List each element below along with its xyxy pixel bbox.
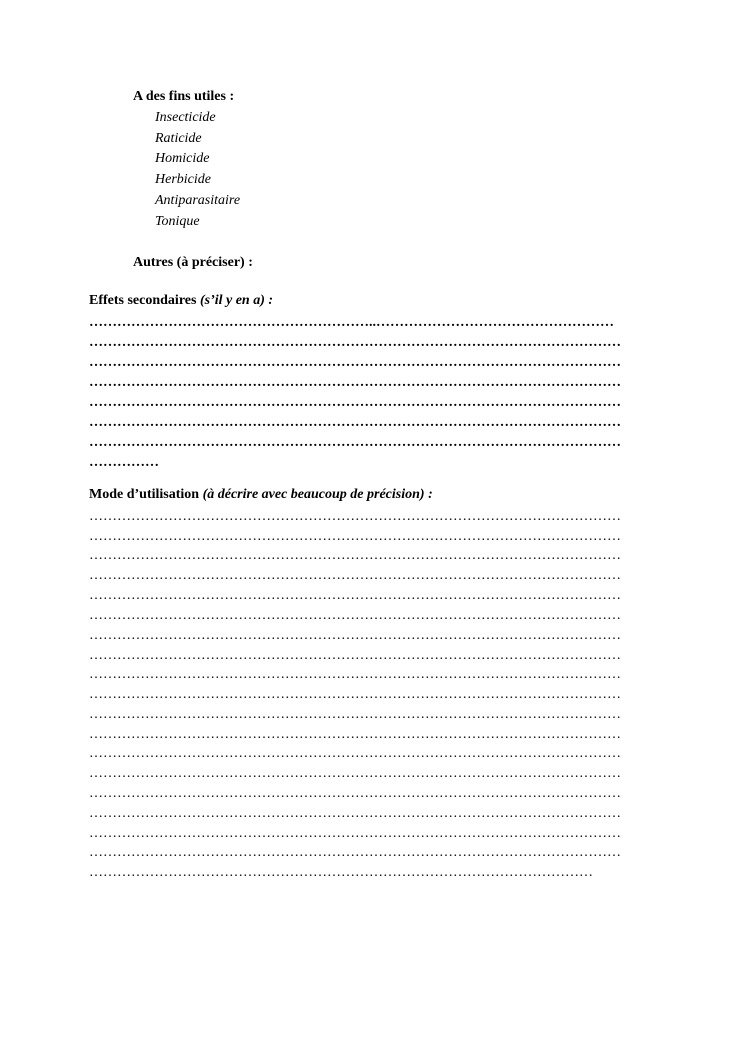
usage-line[interactable]: …………………………………………………………………………………………………… [89, 707, 621, 722]
usage-line[interactable]: …………………………………………………………………………………………………… [89, 667, 621, 682]
side-effects-line[interactable]: …………………………………………………………………………………………………… [89, 335, 621, 350]
usage-line[interactable]: ……………………………………………………………………………………………… [89, 865, 593, 880]
side-effects-line[interactable]: …………………………………………………………………………………………………… [89, 395, 621, 410]
usage-line[interactable]: …………………………………………………………………………………………………… [89, 845, 621, 860]
side-effects-line[interactable]: …………………………………………………………………………………………………… [89, 415, 621, 430]
useful-purposes-heading: A des fins utiles : [133, 89, 235, 104]
usage-line[interactable]: …………………………………………………………………………………………………… [89, 727, 621, 742]
side-effects-line[interactable]: …………………………………………………………………………………………………… [89, 435, 621, 450]
option-homicide: Homicide [155, 151, 210, 166]
usage-line[interactable]: …………………………………………………………………………………………………… [89, 806, 621, 821]
usage-line[interactable]: …………………………………………………………………………………………………… [89, 746, 621, 761]
usage-line[interactable]: …………………………………………………………………………………………………… [89, 568, 621, 583]
usage-line[interactable]: …………………………………………………………………………………………………… [89, 509, 621, 524]
side-effects-line[interactable]: …………………………………………………………………………………………………… [89, 355, 621, 370]
usage-line[interactable]: …………………………………………………………………………………………………… [89, 608, 621, 623]
option-raticide: Raticide [155, 131, 202, 146]
option-insecticide: Insecticide [155, 110, 216, 125]
side-effects-line[interactable]: …………… [89, 455, 159, 470]
option-herbicide: Herbicide [155, 172, 211, 187]
usage-mode-heading [89, 487, 433, 503]
option-antiparasitaire: Antiparasitaire [155, 193, 241, 208]
usage-line[interactable]: …………………………………………………………………………………………………… [89, 648, 621, 663]
usage-mode-note: (à décrire avec beaucoup de précision) : [202, 487, 433, 502]
side-effects-line[interactable]: …………………………………………………………………………………………………… [89, 375, 621, 390]
side-effects-line[interactable]: ……………………………………………………..…………………………………………… [89, 315, 614, 330]
usage-mode-label: Mode d’utilisation [89, 487, 200, 502]
usage-line[interactable]: …………………………………………………………………………………………………… [89, 826, 621, 841]
usage-line[interactable]: …………………………………………………………………………………………………… [89, 766, 621, 781]
usage-line[interactable]: …………………………………………………………………………………………………… [89, 786, 621, 801]
side-effects-note: (s’il y en a) : [199, 293, 274, 308]
other-purposes-label: Autres (à préciser) : [133, 255, 253, 270]
usage-line[interactable]: …………………………………………………………………………………………………… [89, 529, 621, 544]
usage-line[interactable]: …………………………………………………………………………………………………… [89, 687, 621, 702]
side-effects-heading [89, 293, 273, 309]
option-tonique: Tonique [155, 214, 200, 229]
side-effects-label: Effets secondaires [89, 293, 197, 308]
usage-line[interactable]: …………………………………………………………………………………………………… [89, 588, 621, 603]
usage-line[interactable]: …………………………………………………………………………………………………… [89, 628, 621, 643]
usage-line[interactable]: …………………………………………………………………………………………………… [89, 548, 621, 563]
